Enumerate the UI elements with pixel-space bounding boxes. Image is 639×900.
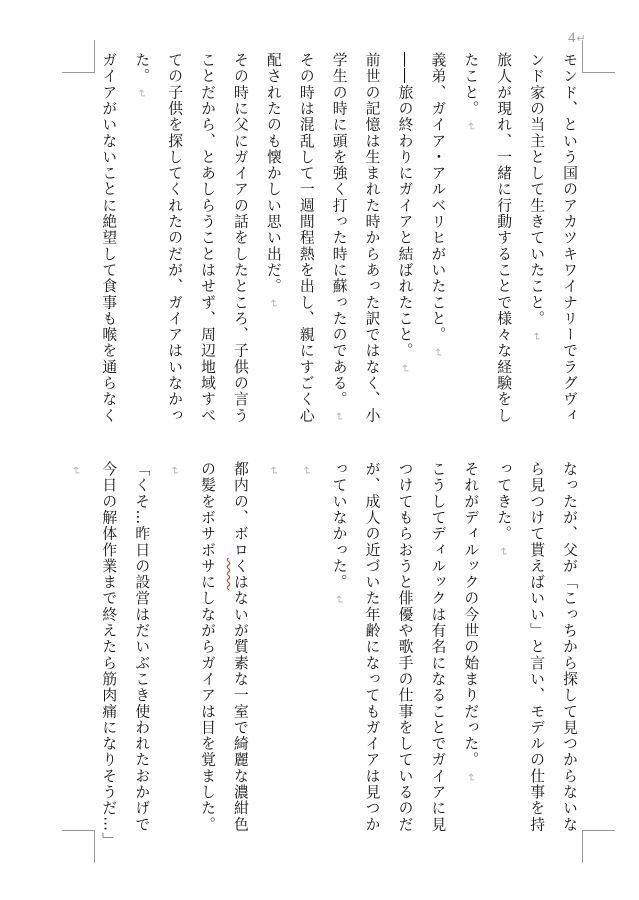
paragraph-text: ガイアがいないことに絶望して食事も喉を通らなく [100, 52, 118, 424]
paragraph-text: 都内の、ボロ [231, 461, 249, 558]
paragraph-text: 旅人が現れ、一緒に行動することで様々な経験をしたこと。 [462, 52, 513, 424]
paragraph-mark-icon: ↵ [135, 89, 149, 100]
margin-corner-top-left [62, 40, 95, 73]
paragraph-text: 「くそ…昨日の設営はだいぶこき使われたおかげで今日の解体作業まで終えたら筋肉痛になりそうだ…」 [100, 461, 151, 849]
page-number-text: 4 [568, 30, 576, 46]
paragraph-text: こうしてディルックは有名になることでガイアに見つけてもらおうと俳優や歌手の仕事をしているのだが、成人の近づいた年齢になってもガイアは見つかっていなかった。 [330, 461, 447, 833]
paragraph-text: 義弟、ガイア・アルベリヒがいたこと。 [429, 52, 447, 343]
paragraph-text: 前世の記憶は生まれた時からあった訳ではなく、小学生の時に頭を強く打った時に蘇ったのである。 [330, 52, 381, 424]
text-block-top [91, 52, 585, 436]
paragraph [519, 52, 585, 436]
paragraph [91, 52, 124, 436]
paragraph-mark-icon: ↵ [576, 33, 586, 45]
paragraph-mark-icon: ↵ [266, 466, 280, 477]
paragraph-text: ――旅の終わりにガイアと結ばれたこと。 [396, 52, 414, 359]
paragraph-mark-icon: ↵ [530, 331, 544, 343]
margin-corner-top-right [582, 40, 615, 73]
paragraph [157, 461, 256, 843]
paragraph-mark-icon: ↵ [266, 299, 280, 310]
paragraph [388, 52, 421, 436]
paragraph-mark-icon: ↵ [431, 347, 445, 359]
paragraph [322, 461, 454, 843]
paragraph-text: なったが、父が「こっちから探して見つからないなら見つけて貰えばいい」と言い、モデルの仕事を持ってきた。 [495, 461, 578, 833]
empty-paragraph [256, 461, 289, 843]
paragraph-mark-icon: ↵ [497, 546, 511, 558]
paragraph-mark-icon: ↵ [168, 466, 182, 477]
empty-paragraph [289, 461, 322, 843]
paragraph-mark-icon: ↵ [299, 466, 313, 477]
paragraph [453, 461, 486, 843]
margin-corner-bottom-right [582, 830, 615, 863]
spellcheck-underlined-word[interactable]: くは [231, 557, 249, 591]
paragraph [453, 52, 519, 436]
paragraph [124, 52, 256, 436]
paragraph-text: ないが質素な一室で綺麗な濃紺色の髪をボサボサにしながらガイアは目を覚ました。 [199, 461, 249, 833]
page-number [568, 30, 586, 47]
paragraph-mark-icon: ↵ [332, 412, 346, 423]
paragraph [256, 52, 322, 436]
paragraph-text: その時に父にガイアの話をしたところ、子供の言うことだから、とあしらうことはせず、周辺地域すべての子供を探してくれたのだが、ガイアはいなかった。 [133, 52, 249, 424]
paragraph [59, 461, 158, 849]
paragraph-mark-icon: ↵ [398, 363, 412, 375]
paragraph [322, 52, 388, 436]
paragraph [420, 52, 453, 436]
paragraph-text: それがディルックの今世の始まりだった。 [462, 461, 480, 768]
text-block-bottom [59, 461, 586, 849]
paragraph-text: その時は混乱して一週間程熱を出し、親にすごく心配されたのも懐かしい思い出だ。 [264, 52, 315, 424]
paragraph-mark-icon: ↵ [464, 772, 478, 784]
paragraph-mark-icon: ↵ [69, 466, 83, 477]
paragraph-mark-icon: ↵ [332, 595, 346, 606]
paragraph-mark-icon: ↵ [464, 121, 478, 133]
paragraph-text: モンド、という国のアカツキワイナリーでラグヴィンド家の当主として生きていたこと。 [528, 52, 578, 424]
paragraph [486, 461, 585, 843]
